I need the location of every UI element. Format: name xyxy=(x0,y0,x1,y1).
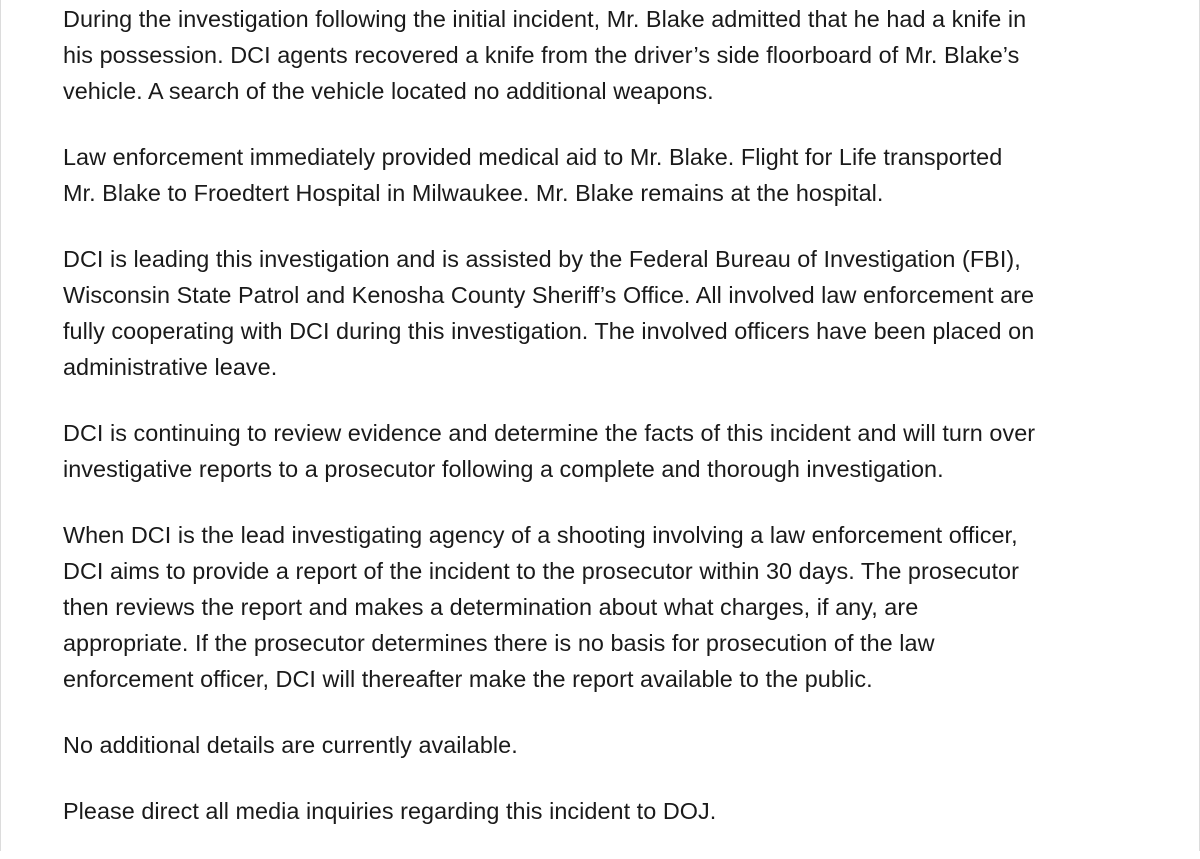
paragraph-media-inquiries: Please direct all media inquiries regarding this incident to DOJ. xyxy=(63,798,717,824)
paragraph-knife-recovery: During the investigation following the initial incident, Mr. Blake admitted that he had a knife in his possession. DCI agents recovered a knife from the driver’s side floorboard of Mr. Blake’s vehicle. A search of the vehicle located no additional weapons. xyxy=(63,6,1027,104)
paragraph-report-process: When DCI is the lead investigating agency of a shooting involving a law enforcement officer, DCI aims to provide a report of the incident to the prosecutor within 30 days. The prosecutor then reviews the report and makes a determination about what charges, if any, are appropriate. If the prosecutor determines there is no basis for prosecution of the law enforcement officer, DCI will thereafter make the report available to the public. xyxy=(63,522,1019,692)
paragraph-no-details: No additional details are currently available. xyxy=(63,732,518,758)
paragraph-medical-aid: Law enforcement immediately provided medical aid to Mr. Blake. Flight for Life transported Mr. Blake to Froedtert Hospital in Milwaukee. Mr. Blake remains at the hospital. xyxy=(63,144,1003,206)
document-body xyxy=(63,1,1163,859)
paragraph-investigation-lead: DCI is leading this investigation and is assisted by the Federal Bureau of Investigation (FBI), Wisconsin State Patrol and Kenosha County Sheriff’s Office. All involved law enforcement are fully cooperating with DCI during this investigation. The involved officers have been placed on administrative leave. xyxy=(63,246,1035,380)
paragraph-evidence-review: DCI is continuing to review evidence and determine the facts of this incident and will turn over investigative reports to a prosecutor following a complete and thorough investigation. xyxy=(63,420,1036,482)
